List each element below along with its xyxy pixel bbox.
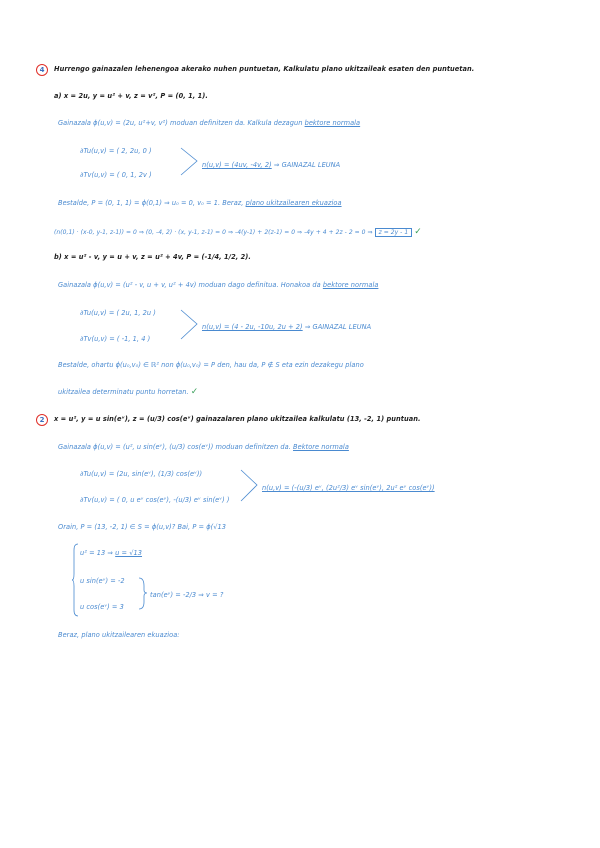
part-b-intro-link: bektore normala	[322, 281, 379, 289]
p2-normal-line	[262, 485, 435, 492]
part-a-tu: ∂Tu(u,v) = ( 2, 2u, 0 )	[80, 147, 152, 155]
part-a-intro-link: bektore normala	[304, 119, 361, 127]
problem-number-badge: 4	[36, 64, 48, 76]
problem-2-statement: x = u², y = u sin(eᵛ), z = (u/3) cos(eᵛ) gainazalaren plano ukitzailea kalkulatu (13, -2, 1) puntuan.	[54, 415, 421, 423]
p2-brace	[240, 470, 260, 504]
part-a-tv: ∂Tv(u,v) = ( 0, 1, 2v )	[80, 171, 152, 179]
p2-orain: Orain, P = (13, -2, 1) ∈ S = ϕ(u,v)? Bai, P = ϕ(√13	[58, 523, 226, 531]
p2-tu: ∂Tu(u,v) = (2u, sin(eᵛ), (1/3) cos(eᵛ))	[80, 470, 203, 478]
part-a-result: z = 2y - 1	[375, 228, 413, 237]
p2-intro-line	[58, 444, 349, 451]
p2-sys1-line	[80, 550, 142, 557]
part-a-equation: (n(0,1) · (x-0, y-1, z-1)) = 0 ⇒ (0, -4, 2) · (x, y-1, z-1) = 0 ⇒ -4(y-1) + 2(z-1) = 0 ⇒ -4y + 4 + 2z - 2 = 0 ⇒	[54, 229, 373, 236]
p2-sys3: u cos(eᵛ) = 3	[80, 603, 124, 611]
p2-sys-brace-right	[138, 578, 148, 610]
part-a-normal: n(u,v) = (4uv, -4v, 2)	[202, 161, 272, 169]
part-a-normal-note: ⇒ GAINAZAL LEUNA	[273, 161, 341, 169]
part-a-brace	[180, 148, 200, 178]
part-a-equation-line	[54, 228, 422, 237]
p2-sys1: u² = 13 ⇒	[80, 549, 114, 557]
p2-sys2: u sin(eᵛ) = -2	[80, 577, 125, 585]
part-b-intro: Gainazala ϕ(u,v) = (u² - v, u + v, u² + 4v) moduan dago definitua. Honakoa da	[58, 281, 321, 289]
part-b-tu: ∂Tu(u,v) = ( 2u, 1, 2u )	[80, 309, 156, 317]
part-b-given: b) x = u² - v, y = u + v, z = u² + 4v, P = (-1/4, 1/2, 2).	[54, 253, 251, 261]
p2-final: Beraz, plano ukitzailearen ekuazioa:	[58, 631, 180, 639]
part-a-bestalde-link: plano ukitzailearen ekuazioa	[245, 199, 342, 207]
part-b-normal-line	[202, 324, 371, 331]
part-a-intro-line	[58, 120, 360, 127]
p2-intro: Gainazala ϕ(u,v) = (u², u sin(eᵛ), (u/3) cos(eᵛ)) moduan definitzen da.	[58, 443, 291, 451]
p2-sys1-result: u = √13	[115, 549, 143, 557]
part-b-brace	[180, 310, 200, 342]
p2-intro-link: Bektore normala	[293, 443, 349, 451]
part-a-bestalde: Bestalde, P = (0, 1, 1) = ϕ(0,1) ⇒ u₀ = 0, v₀ = 1. Beraz,	[58, 199, 244, 207]
p2-sys-tan: tan(eᵛ) = -2/3 ⇒ v = ?	[150, 591, 224, 599]
part-a-bestalde-line	[58, 200, 342, 207]
part-b-bestalde-2-line	[58, 388, 198, 397]
p2-system-brace	[72, 544, 80, 616]
part-b-intro-line	[58, 282, 378, 289]
problem-2-number-badge: 2	[36, 414, 48, 426]
part-a-intro: Gainazala ϕ(u,v) = (2u, u²+v, v²) moduan definitzen da. Kalkula dezagun	[58, 119, 303, 127]
problem-statement: Hurrengo gainazalen lehenengoa akerako nuhen puntuetan, Kalkulatu plano ukitzaileak esaten den puntuetan.	[54, 65, 475, 73]
part-a-given: a) x = 2u, y = u² + v, z = v², P = (0, 1, 1).	[54, 92, 208, 100]
p2-normal: n(u,v) = (-(u/3) eᵛ, (2u²/3) eᵛ sin(eᵛ), 2u² eᵛ cos(eᵛ))	[262, 484, 435, 492]
p2-tv: ∂Tv(u,v) = ( 0, u eᵛ cos(eᵛ), -(u/3) eᵛ sin(eᵛ) )	[80, 496, 230, 504]
part-b-check-icon: ✓	[190, 387, 199, 397]
part-b-tv: ∂Tv(u,v) = ( -1, 1, 4 )	[80, 335, 151, 343]
part-b-bestalde-1: Bestalde, ohartu ϕ(u₀,v₀) ∈ ℝ² non ϕ(u₀,v₀) = P den, hau da, P ∉ S eta ezin dezakegu plano	[58, 361, 364, 369]
part-b-bestalde-2: ukitzailea determinatu puntu horretan.	[58, 388, 189, 396]
part-a-normal-line	[202, 162, 340, 169]
part-b-normal-note: ⇒ GAINAZAL LEUNA	[304, 323, 372, 331]
part-b-normal: n(u,v) = (4 - 2u, -10u, 2u + 2)	[202, 323, 303, 331]
part-a-check-icon: ✓	[414, 227, 422, 237]
